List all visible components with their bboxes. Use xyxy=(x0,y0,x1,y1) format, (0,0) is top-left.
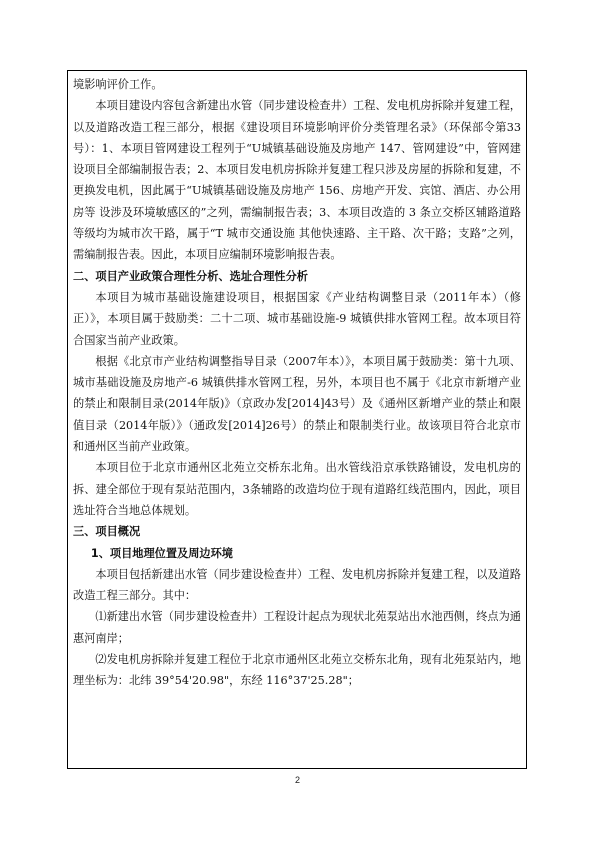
page-number: 2 xyxy=(294,775,300,785)
paragraph-eia-classification: 本项目建设内容包含新建出水管（同步建设检查井）工程、发电机房拆除并复建工程，以及道路改造工程三部分，根据《建设项目环境影响评价分类管理名录》（环保部令第33号）：1、本项目管网建设工程列于“U城镇基础设施及房地产 147、管网建设”中，管网建设项目全部编制报告表；2、本项目发电机房拆除并复建工程只涉及房屋的拆除和复建，不更换发电机，因此属于“U城镇基础设施及房地产 156、房地产开发、宾馆、酒店、办公用房等 设涉及环境敏感区的”之列，需编制报告表；3、本项目改造的 3 条立交桥区辅路道路等级均为城市次干路，属于“T 城市交通设施 其他快速路、主干路、次干路；支路”之列，需编制报告表。因此，本项目应编制环境影响报告表。 xyxy=(73,99,521,262)
paragraph-site-selection: 本项目位于北京市通州区北苑立交桥东北角。出水管线沿京承铁路铺设，发电机房的拆、建全部位于现有泵站范围内，3条辅路的改造均位于现有道路红线范围内，因此，项目选址符合当地总体规划。 xyxy=(73,461,521,517)
paragraph-beijing-policy: 根据《北京市产业结构调整指导目录（2007年本）》，本项目属于鼓励类：第十九项、城市基础设施及房地产-6 城镇供排水管网工程，另外，本项目也不属于《北京市新增产业的禁止和限制目录(2014年版)》（京政办发[2014]43号）及《通州区新增产业的禁止和限值目录（2014年版）》（通政发[2014]26号）的禁止和限制类行业。故该项目符合北京市和通州区当前产业政策。 xyxy=(73,354,521,454)
list-item-generator-room: ⑵发电机房拆除并复建工程位于北京市通州区北苑立交桥东北角，现有北苑泵站内，地理坐标为：北纬 39°54'20.98"，东经 116°37'25.28"； xyxy=(73,653,521,688)
section-heading-industrial-policy: 二、项目产业政策合理性分析、选址合理性分析 xyxy=(73,269,308,283)
subsection-heading-location: 1、项目地理位置及周边环境 xyxy=(90,546,233,560)
paragraph-national-policy: 本项目为城市基础设施建设项目，根据国家《产业结构调整目录（2011年本）（修正）》，本项目属于鼓励类：二十二项、城市基础设施-9 城镇供排水管网工程。故本项目符合国家当前产业政策。 xyxy=(73,290,521,347)
paragraph-project-scope: 本项目包括新建出水管（同步建设检查井）工程、发电机房拆除并复建工程，以及道路改造工程三部分。其中： xyxy=(73,567,521,603)
list-item-outlet-pipe: ⑴新建出水管（同步建设检查井）工程设计起点为现状北苑泵站出水池西侧，终点为通惠河南岸； xyxy=(73,610,521,645)
content-frame xyxy=(67,70,527,769)
section-heading-project-overview: 三、项目概况 xyxy=(73,525,141,539)
paragraph-continuation: 境影响评价工作。 xyxy=(73,78,163,91)
